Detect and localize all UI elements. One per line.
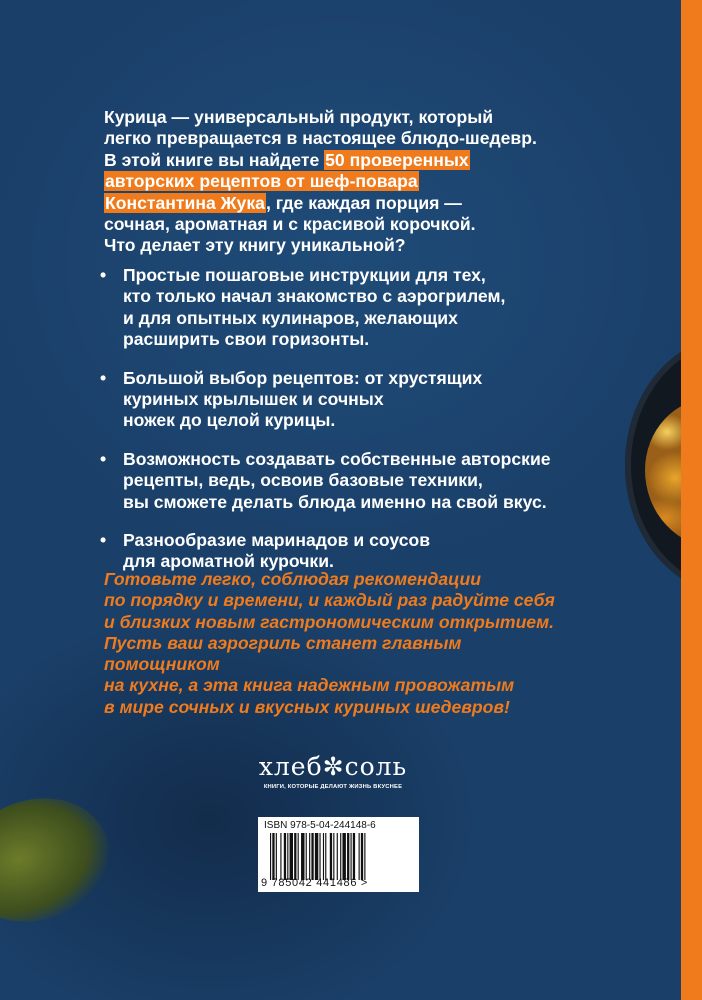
closing-line: и близких новым гастрономическим открытием. xyxy=(104,611,554,632)
intro-line: Что делает эту книгу уникальной? xyxy=(104,235,406,256)
barcode-digits: 9 785042 441486 > xyxy=(261,877,369,889)
feature-list xyxy=(100,265,570,590)
barcode-stripe xyxy=(311,833,313,880)
bullet-marker: • xyxy=(100,367,107,388)
intro-text-segment: , где каждая порция — xyxy=(265,192,462,213)
barcode-stripe xyxy=(323,833,324,880)
bullet-marker: • xyxy=(100,265,107,285)
barcode-stripe xyxy=(306,833,307,880)
intro-text-segment: В этой книге вы найдете xyxy=(104,149,325,170)
barcode-stripe xyxy=(333,833,334,880)
publisher-logo xyxy=(258,752,408,790)
feature-line: и для опытных кулинаров, желающих xyxy=(123,307,458,328)
intro-line xyxy=(104,150,564,171)
barcode-stripe xyxy=(364,833,365,880)
closing-line: Пусть ваш аэрогриль станет главным помощником xyxy=(104,632,462,675)
closing-line: Готовьте легко, соблюдая рекомендации xyxy=(104,569,482,589)
feature-item xyxy=(100,449,570,513)
barcode-stripe xyxy=(270,833,271,880)
feature-line: ножек до целой курицы. xyxy=(123,410,336,431)
feature-line: куриных крылышек и сочных xyxy=(123,389,384,410)
feature-item xyxy=(100,530,570,573)
intro-line xyxy=(104,171,564,192)
feature-item xyxy=(100,265,570,351)
decorative-leaf xyxy=(0,780,125,940)
feature-line: рецепты, ведь, освоив базовые техники, xyxy=(123,470,483,491)
closing-line: по порядку и времени, и каждый раз радуйте себя xyxy=(104,590,555,611)
barcode-bars xyxy=(270,833,412,880)
barcode-stripe xyxy=(276,833,277,880)
barcode-stripe xyxy=(361,833,363,880)
closing-line: в мире сочных и вкусных куриных шедевров! xyxy=(104,696,510,717)
barcode-stripe xyxy=(337,833,338,880)
publisher-tagline: КНИГИ, КОТОРЫЕ ДЕЛАЮТ ЖИЗНЬ ВКУСНЕЕ xyxy=(263,784,403,790)
bullet-marker: • xyxy=(100,530,107,551)
barcode-stripe xyxy=(290,833,293,880)
barcode-stripe xyxy=(272,833,274,880)
barcode-stripe xyxy=(340,833,341,880)
publisher-name: хлеб✼соль xyxy=(258,752,408,781)
feature-line: расширить свои горизонты. xyxy=(123,329,370,350)
barcode-stripe xyxy=(287,833,288,880)
feature-line: Возможность создавать собственные авторские xyxy=(123,448,551,469)
highlighted-author-name: Константина Жука xyxy=(105,192,265,213)
barcode-stripe xyxy=(359,833,360,880)
feature-line: Простые пошаговые инструкции для тех, xyxy=(123,265,486,285)
barcode-stripe xyxy=(342,833,345,880)
feature-line: вы сможете делать блюда именно на свой вкус. xyxy=(123,491,547,512)
barcode-stripe xyxy=(301,833,304,880)
isbn-number: ISBN 978-5-04-244148-6 xyxy=(264,820,376,831)
feature-item xyxy=(100,368,570,432)
barcode-stripe xyxy=(330,833,332,880)
intro-line: Курица — универсальный продукт, который xyxy=(104,107,494,127)
barcode-stripe xyxy=(325,833,326,880)
highlighted-text: 50 проверенных xyxy=(325,149,469,170)
intro-text xyxy=(104,107,564,257)
barcode-stripe xyxy=(294,833,296,880)
feature-line: для ароматной курочки. xyxy=(123,551,334,572)
barcode-stripe xyxy=(298,833,299,880)
intro-line: сочная, ароматная и с красивой корочкой. xyxy=(104,214,476,235)
barcode-stripe xyxy=(284,833,286,880)
barcode-stripe xyxy=(353,833,355,880)
barcode-stripe xyxy=(280,833,281,880)
feature-line: кто только начал знакомство с аэрогрилем, xyxy=(123,286,506,307)
feature-line: Большой выбор рецептов: от хрустящих xyxy=(123,367,483,388)
closing-line: на кухне, а эта книга надежным провожатым xyxy=(104,675,515,696)
isbn-barcode xyxy=(258,817,419,892)
barcode-stripe xyxy=(315,833,318,880)
highlighted-text: авторских рецептов от шеф-повара xyxy=(105,171,418,192)
spine-strip xyxy=(681,0,702,1000)
feature-line: Разнообразие маринадов и соусов xyxy=(123,530,431,551)
barcode-stripe xyxy=(309,833,310,880)
barcode-stripe xyxy=(351,833,352,880)
intro-line xyxy=(104,193,564,214)
bullet-marker: • xyxy=(100,448,107,469)
closing-text xyxy=(104,569,574,718)
barcode-stripe xyxy=(347,833,349,880)
intro-line: легко превращается в настоящее блюдо-шедевр. xyxy=(104,128,537,149)
barcode-stripe xyxy=(319,833,320,880)
